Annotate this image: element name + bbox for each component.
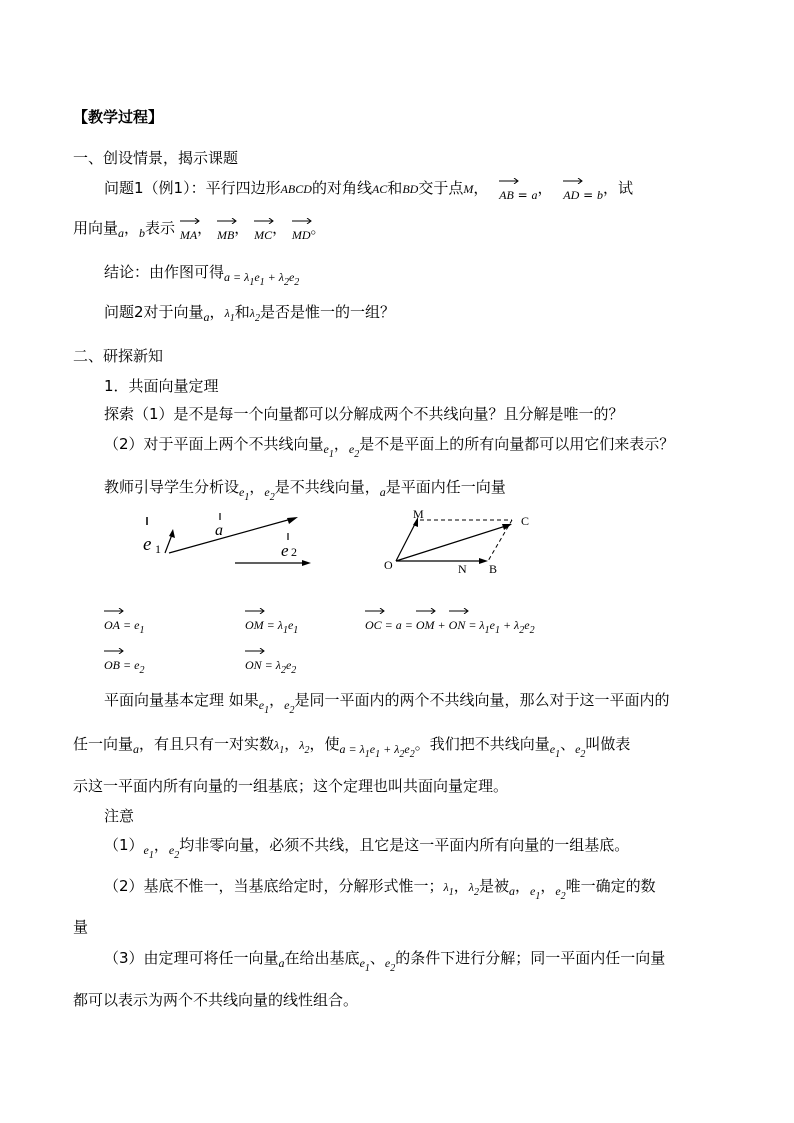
- svg-text:C: C: [521, 514, 530, 528]
- vectors-figure: [135, 505, 325, 580]
- problem-1-line-2: 用向量$_a$，$_b$表示 MA， MB， MC， MD。: [73, 219, 326, 242]
- parallelogram-figure: [380, 505, 540, 580]
- eq-ob: OB = $e_2$: [104, 654, 144, 681]
- problem-1-line-1: 问题1（例1）：平行四边形ABCD的对角线AC和BD交于点M， AB $_=$ $_a$， AD $_=$ $_b$，试: [104, 178, 633, 199]
- explore-2: （2）对于平面上两个不共线向量$_{e_1}$，$_{e_2}$是不是平面上的所有向量都可以用它们来表示？: [104, 435, 675, 460]
- conclusion: 结论：由作图可得$_{a = \lambda_1e_1 + \lambda_2e_2}$: [104, 263, 300, 288]
- subsection-title: 1．共面向量定理: [104, 377, 219, 395]
- eq-om: OM = $\lambda_1e_1$: [245, 614, 298, 641]
- teacher-guide: 教师引导学生分析设$_{e_1}$，$_{e_2}$是不共线向量，$_a$是平面内任一向量: [104, 478, 506, 503]
- svg-text:1: 1: [155, 542, 161, 556]
- eq-on: ON = $\lambda_2e_2$: [245, 654, 296, 681]
- svg-text:M: M: [413, 507, 424, 521]
- problem-2: 问题2对于向量$_a$，$\lambda_1$和$\lambda_2$是否是惟一的一组？: [104, 303, 395, 324]
- explore-1: 探索（1）是不是每一个向量都可以分解成两个不共线向量？且分解是唯一的？: [104, 405, 624, 423]
- svg-text:2: 2: [291, 545, 297, 559]
- label-a: a: [215, 522, 223, 539]
- section-2-title: 二、研探新知: [73, 347, 164, 365]
- section-1-title: 一、创设情景，揭示课题: [73, 149, 239, 167]
- section-heading: 【教学过程】: [73, 108, 164, 126]
- note-1: $(1)_{e_1}$，$_{e_2}$均非零向量，必须不共线，且它是这一平面内所有向量的一组基底。: [104, 836, 630, 861]
- vector-ab: AB: [499, 185, 514, 205]
- svg-text:N: N: [458, 562, 467, 576]
- note-2-cont: 量: [73, 918, 89, 936]
- svg-text:O: O: [384, 558, 393, 572]
- note-3: （3）由定理可将任一向量$_a$在给出基底$_{e_1}$、$_{e_2}$的条件下进行分解；同一平面内任一向量: [104, 949, 666, 974]
- eq-oc: OC = a = OM + ON = $\lambda_1e_1 + \lambda_2e_2$: [365, 614, 535, 641]
- eq-oa: OA = $e_1$: [104, 614, 144, 641]
- label-e1: e: [143, 534, 152, 555]
- theorem-line-2: 任一向量$_a$，有且只有一对实数$\lambda_1$，$\lambda_2$，使$_{a = \lambda_1e_1 + \lambda_2e_2}$。我们把不共线向量$_{e_1}$、$_{e_2}$叫做表: [73, 735, 631, 760]
- label-e2: e: [281, 541, 289, 560]
- note-3-cont: 都可以表示为两个不共线向量的线性组合。: [73, 991, 359, 1009]
- theorem-line-1: 平面向量基本定理 如果$_{e_1}$，$_{e_2}$是同一平面内的两个不共线向量，那么对于这一平面内的: [104, 691, 670, 716]
- vector-ad: AD: [563, 185, 579, 205]
- note-title: 注意: [104, 807, 135, 825]
- note-2: （2）基底不惟一，当基底给定时，分解形式惟一；$\lambda_1$，$\lambda_2$是被$_a$，$_{e_1}$，$_{e_2}$唯一确定的数: [104, 877, 656, 902]
- theorem-line-3: 示这一平面内所有向量的一组基底；这个定理也叫共面向量定理。: [73, 777, 509, 795]
- svg-text:B: B: [489, 562, 498, 576]
